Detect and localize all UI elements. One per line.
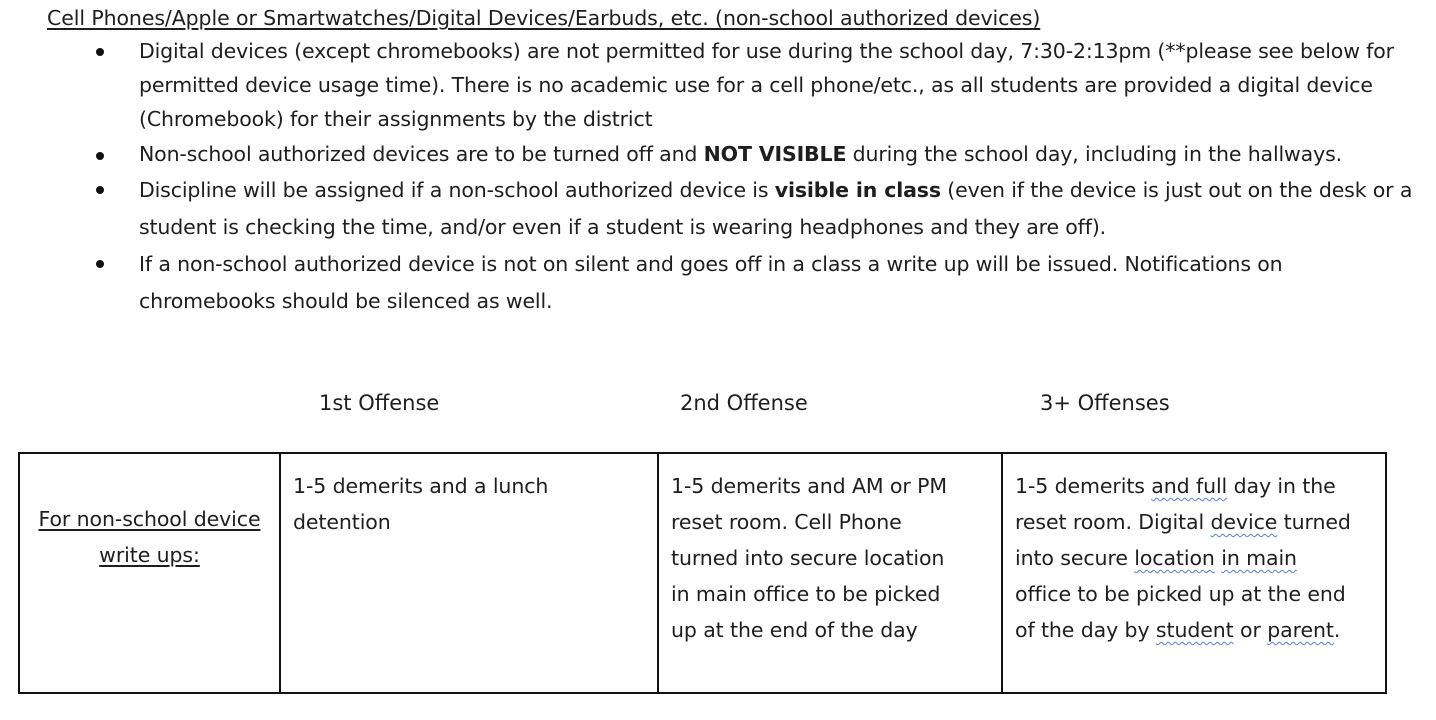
bullet-dot-icon: [96, 48, 104, 56]
list-item: [96, 172, 1416, 246]
third-text: into secure: [1015, 546, 1135, 570]
second-offense-line: 1-5 demerits and AM or PM: [671, 474, 947, 498]
third-text: day in the: [1227, 474, 1336, 498]
bullet-dot-icon: [96, 186, 104, 194]
bullet-dot-icon: [96, 152, 104, 160]
third-offense-header: 3+ Offenses: [1040, 391, 1170, 415]
bullet-text-post: (even if the device is just out on the desk or a student is checking the time, and/or even if a student is wearing headphones and they are off).: [139, 178, 1413, 239]
row-label-line2: write ups:: [99, 543, 200, 567]
section-heading: Cell Phones/Apple or Smartwatches/Digital Devices/Earbuds, etc. (non-school authorized devices): [47, 6, 1041, 30]
second-offense-cell: [659, 454, 1003, 692]
third-text: .: [1333, 618, 1341, 642]
third-text: office to be picked up at the end: [1015, 582, 1346, 606]
spellcheck-flag: student: [1155, 618, 1234, 642]
first-offense-cell: [281, 454, 659, 692]
bullet-dot-icon: [96, 260, 104, 268]
spellcheck-flag: in main: [1221, 546, 1297, 570]
list-item: [96, 138, 1416, 170]
bullet-text-bold: visible in class: [774, 178, 941, 202]
bullet-text: Digital devices (except chromebooks) are not permitted for use during the school day, 7:30-2:13pm (**please see below for permitted device usage time). There is no academic use for a cell phone/etc., as all students are provided a digital device (Chromebook) for their assignments by the district: [139, 39, 1394, 131]
list-item: [96, 34, 1416, 136]
spellcheck-flag: and full: [1151, 474, 1228, 498]
third-text: of the day by: [1015, 618, 1156, 642]
second-offense-line: turned into secure location: [671, 546, 945, 570]
first-offense-text: 1-5 demerits and a lunch detention: [293, 474, 549, 534]
policy-bullet-list: [96, 34, 1416, 320]
second-offense-line: reset room. Cell Phone: [671, 510, 902, 534]
bullet-text-post: during the school day, including in the hallways.: [846, 142, 1342, 166]
bullet-text-bold: NOT VISIBLE: [703, 142, 847, 166]
second-offense-header: 2nd Offense: [680, 391, 808, 415]
discipline-table: [18, 452, 1387, 694]
first-offense-header: 1st Offense: [319, 391, 440, 415]
bullet-text-pre: Discipline will be assigned if a non-school authorized device is: [139, 178, 775, 202]
spellcheck-flag: parent: [1267, 618, 1334, 642]
third-offense-cell: [1003, 454, 1385, 692]
bullet-text-pre: Non-school authorized devices are to be turned off and: [139, 142, 704, 166]
row-label-line1: For non-school device: [38, 507, 261, 531]
row-label-cell: [20, 454, 281, 692]
third-text: or: [1233, 618, 1268, 642]
second-offense-line: in main office to be picked: [671, 582, 941, 606]
spellcheck-flag: location: [1134, 546, 1215, 570]
bullet-text: If a non-school authorized device is not on silent and goes off in a class a write up will be issued. Notifications on chromebooks should be silenced as well.: [139, 252, 1283, 313]
third-text: reset room. Digital: [1015, 510, 1211, 534]
third-text: 1-5 demerits: [1015, 474, 1152, 498]
list-item: [96, 246, 1416, 320]
spellcheck-flag: device: [1210, 510, 1278, 534]
third-text: turned: [1277, 510, 1351, 534]
second-offense-line: up at the end of the day: [671, 618, 918, 642]
